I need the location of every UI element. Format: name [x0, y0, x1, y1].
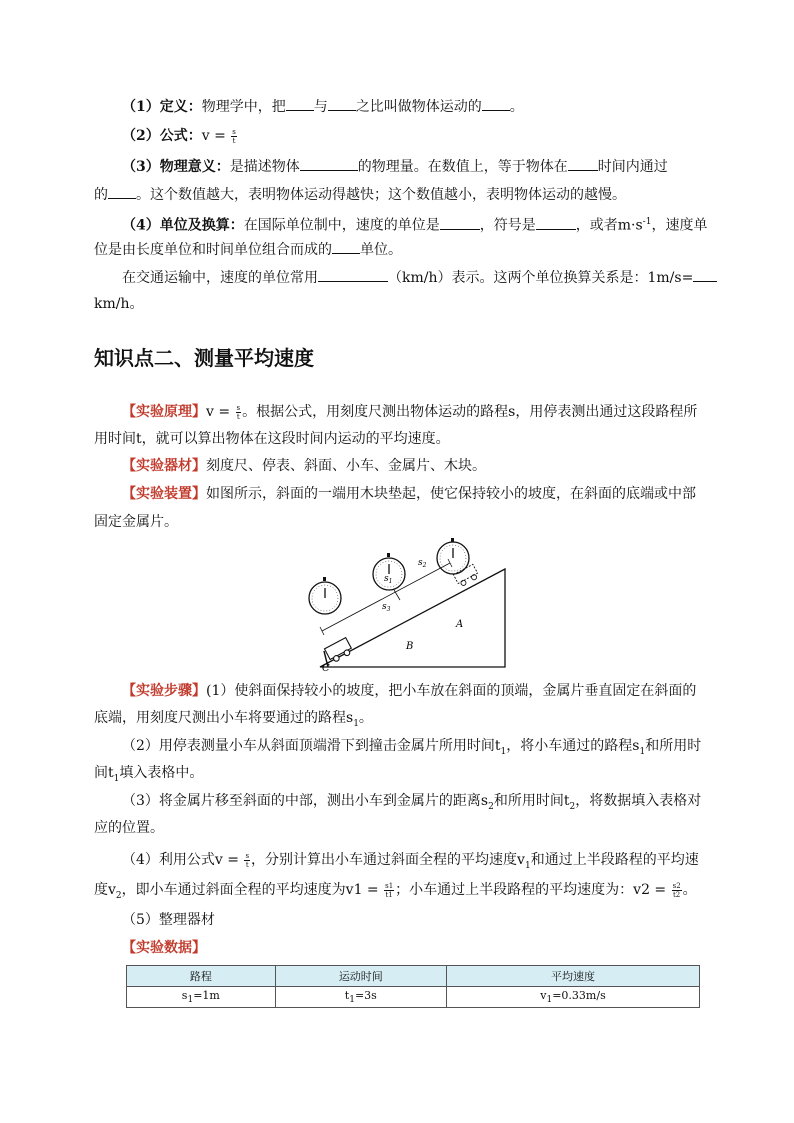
blank — [332, 239, 360, 254]
formula-fraction: $\frac{s}{t}$ — [232, 127, 236, 145]
label-c: C — [322, 663, 330, 674]
blank — [300, 156, 358, 171]
step3-line: （3）将金属片移至斜面的中部，测出小车到金属片的距离$s_2$和所用时间$t_2$，将数据填入表格对 — [122, 793, 702, 812]
blank — [440, 215, 480, 230]
meaning-line-2: 的 。这个数值越大，表明物体运动得越快；这个数值越小，表明物体运动的越慢。 — [94, 184, 626, 205]
cart-end — [324, 638, 353, 664]
step4-line: （4）利用公式v = $\frac{s}{t}$ ，分别计算出小车通过斜面全程的平均速度$v_1$和通过上半段路程的平均速 — [122, 851, 699, 871]
blank — [536, 215, 576, 230]
blank — [286, 96, 314, 111]
traffic-line: 在交通运输中，速度的单位常用 （km/h）表示。这两个单位换算关系是：1m/s= — [122, 267, 717, 288]
blank — [108, 184, 136, 199]
traffic-line-2: km/h。 — [94, 296, 144, 312]
step2-line-2: 间$t_1$填入表格中。 — [94, 765, 204, 784]
blank — [318, 267, 388, 282]
step2-line: （2）用停表测量小车从斜面顶端滑下到撞击金属片所用时间$t_1$，将小车通过的路程$s_1$和所用时 — [122, 738, 702, 757]
data-tag-line — [122, 938, 206, 958]
setup-tag: 【实验装置】 — [122, 486, 206, 502]
table-header-row — [127, 966, 700, 987]
label-s2: $s_2$ — [418, 558, 427, 569]
setup-line-2: 固定金属片。 — [94, 514, 178, 530]
principle-tag: 【实验原理】 — [122, 404, 206, 420]
unit-line: （4）单位及换算：在国际单位制中，速度的单位是 ，符号是 ，或者$m\cdot s^{-1}$，速度单 — [122, 212, 707, 236]
principle-fraction: $\frac{s}{t}$ — [236, 403, 241, 421]
cell-speed: $v_1=0.33m/s$ — [446, 987, 699, 1008]
meaning-line: （3）物理意义：是描述物体 的物理量。在数值上，等于物体在 时间内通过 — [122, 156, 668, 177]
principle-line-2: 用时间t，就可以算出物体在这段时间内运动的平均速度。 — [94, 431, 450, 447]
blank — [568, 156, 598, 171]
step3-line-2: 应的位置。 — [94, 820, 164, 836]
v2-fraction: $\frac{s2}{t2}$ — [672, 881, 681, 899]
principle-line: 【实验原理】v = $\frac{s}{t}$ 。根据公式，用刻度尺测出物体运动的路程s，用停表测出通过这段路程所 — [122, 403, 698, 421]
blank — [693, 267, 717, 282]
step1-line: 【实验步骤】(1）使斜面保持较小的坡度，把小车放在斜面的顶端，金属片垂直固定在斜面的 — [122, 683, 697, 699]
blank — [482, 96, 510, 111]
formula-line: （2）公式：v = $\frac{s}{t}$ — [122, 127, 236, 145]
definition-line: （1）定义：物理学中，把 与 之比叫做物体运动的 。 — [122, 96, 524, 117]
header-speed: 平均速度 — [446, 966, 699, 987]
equipment-line: 【实验器材】刻度尺、停表、斜面、小车、金属片、木块。 — [122, 458, 486, 474]
table-row — [127, 987, 700, 1008]
label-b: B — [406, 641, 414, 652]
v1-fraction: $\frac{s1}{t1}$ — [385, 881, 394, 899]
label-s3: $s_3$ — [382, 602, 391, 613]
stopwatch-icon — [309, 577, 341, 614]
header-time: 运动时间 — [275, 966, 446, 987]
label-s1: $s_1$ — [384, 574, 393, 585]
step1-line-2: 底端，用刻度尺测出小车将要通过的路程$s_1$。 — [94, 710, 373, 729]
incline-figure — [300, 535, 510, 675]
step4-line-2: 度$v_2$，即小车通过斜面全程的平均速度为v1 = $\frac{s1}{t1}$ ；小车通过上半段路程的平均速度为：v2 = $\frac{s2}{t2}$ 。 — [94, 881, 697, 901]
cell-distance: $s_1=1m$ — [127, 987, 276, 1008]
setup-line: 【实验装置】如图所示，斜面的一端用木块垫起，使它保持较小的坡度，在斜面的底端或中部 — [122, 486, 696, 502]
header-distance: 路程 — [127, 966, 276, 987]
steps-tag: 【实验步骤】 — [122, 683, 206, 699]
data-tag: 【实验数据】 — [122, 940, 206, 956]
step4-fraction: $\frac{s}{t}$ — [245, 851, 250, 869]
blank — [328, 96, 356, 111]
label-a: A — [456, 619, 464, 630]
unit-line-2: 位是由长度单位和时间单位组合而成的 单位。 — [94, 239, 402, 260]
step5-line: （5）整理器材 — [122, 912, 215, 928]
equipment-tag: 【实验器材】 — [122, 458, 206, 474]
section-heading: 知识点二、测量平均速度 — [94, 346, 314, 370]
cell-time: $t_1=3s$ — [275, 987, 446, 1008]
data-table — [126, 965, 700, 1008]
